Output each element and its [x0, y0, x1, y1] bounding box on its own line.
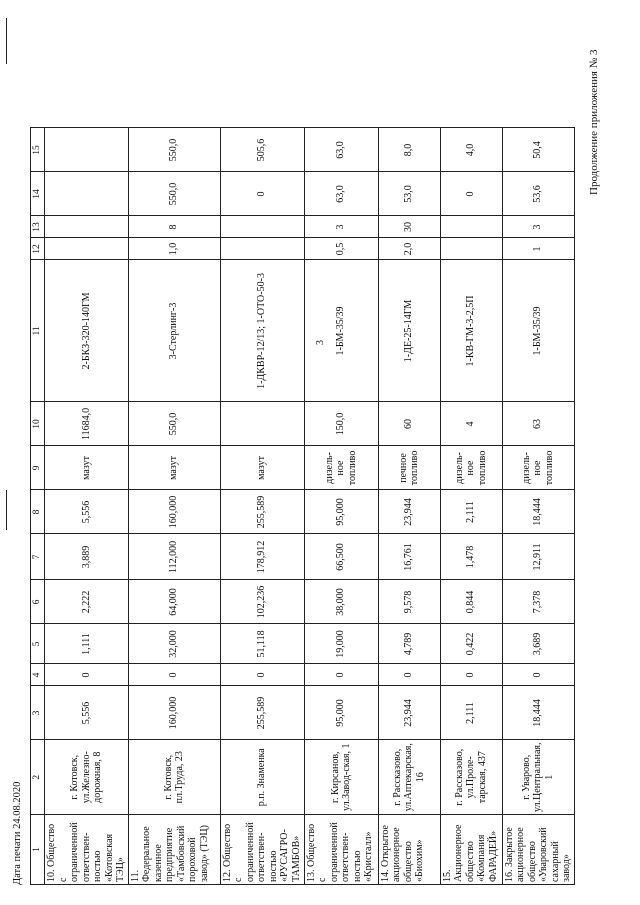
- table-cell: 550,0: [128, 128, 220, 172]
- table-cell: 8,0: [378, 128, 440, 172]
- table-cell: 2,0: [378, 238, 440, 260]
- column-number: 11: [31, 260, 45, 402]
- page-number: 3: [315, 340, 326, 345]
- column-number-row: [31, 128, 45, 885]
- table-row: [440, 128, 502, 885]
- print-date: Дата печати 24.08.2020: [12, 781, 23, 885]
- column-number: 1: [31, 815, 45, 885]
- table-cell: 2,111: [440, 686, 502, 740]
- table-cell: мазут: [45, 446, 129, 490]
- table-cell: [45, 216, 129, 238]
- table-cell: 0: [128, 664, 220, 686]
- table-row: [45, 128, 129, 885]
- table-cell: 12,911: [502, 534, 574, 580]
- table-cell: 66,500: [304, 534, 378, 580]
- table-cell: 53,6: [502, 172, 574, 216]
- organization-cell: 16. Закрытое акционерное общество «Уваровский сахарный завод»: [502, 815, 574, 885]
- table-cell: 2,222: [45, 580, 129, 624]
- table-cell: 19,000: [304, 624, 378, 664]
- table-cell: 2,111: [440, 490, 502, 534]
- table-cell: 3: [304, 216, 378, 238]
- organization-cell: 12. Общество с ограниченной ответствен-ностью «РУСАГРО-ТАМБОВ»: [220, 815, 304, 885]
- organization-cell: 13. Общество с ограниченной ответствен-ностью «Кристалл»: [304, 815, 378, 885]
- column-number: 12: [31, 238, 45, 260]
- address-cell: г. Рассказово, ул.Аптекарская, 16: [378, 740, 440, 815]
- table-cell: 0: [220, 664, 304, 686]
- table-cell: 63: [502, 402, 574, 446]
- table-cell: 255,589: [220, 686, 304, 740]
- table-cell: 1,111: [45, 624, 129, 664]
- table-cell: 150,0: [304, 402, 378, 446]
- column-number: 6: [31, 580, 45, 624]
- table-row: [128, 128, 220, 885]
- table-cell: 160,000: [128, 686, 220, 740]
- table-cell: 8: [128, 216, 220, 238]
- table-row: [378, 128, 440, 885]
- table-cell: 160,000: [128, 490, 220, 534]
- address-cell: г. Кирсанов, ул.Завод-ская, 1: [304, 740, 378, 815]
- address-cell: г. Котовск, пл.Труда, 23: [128, 740, 220, 815]
- table-cell: 32,000: [128, 624, 220, 664]
- organization-cell: 10. Общество с ограниченной ответствен-ностью «Котовская ТЭЦ»: [45, 815, 129, 885]
- table-cell: 0: [45, 664, 129, 686]
- table-cell: 178,912: [220, 534, 304, 580]
- table-cell: 4,0: [440, 128, 502, 172]
- table-cell: 0,5: [304, 238, 378, 260]
- table-cell: 1-БМ-35/39: [502, 260, 574, 402]
- column-number: 15: [31, 128, 45, 172]
- table-cell: мазут: [220, 446, 304, 490]
- organization-cell: 11. Федеральное казенное предприятие «Тамбовский пороховой завод» (ТЭЦ): [128, 815, 220, 885]
- table-cell: 0: [440, 664, 502, 686]
- table-cell: 11684,0: [45, 402, 129, 446]
- table-cell: 1,478: [440, 534, 502, 580]
- table-cell: [45, 128, 129, 172]
- table-cell: 53,0: [378, 172, 440, 216]
- table-cell: [440, 216, 502, 238]
- table-cell: 550,0: [128, 402, 220, 446]
- table-cell: 9,578: [378, 580, 440, 624]
- table-cell: 63,0: [304, 172, 378, 216]
- table-cell: 18,444: [502, 686, 574, 740]
- table-cell: 0,844: [440, 580, 502, 624]
- table-cell: 3-Стерлинг-3: [128, 260, 220, 402]
- column-number: 13: [31, 216, 45, 238]
- address-cell: г. Котовск, ул.Железно-дорожная, 8: [45, 740, 129, 815]
- table-cell: 30: [378, 216, 440, 238]
- column-number: 9: [31, 446, 45, 490]
- table-cell: 1-ДЕ-25-14ГМ: [378, 260, 440, 402]
- table-cell: [220, 216, 304, 238]
- address-cell: г. Рассказово, ул.Проле-тарская, 437: [440, 740, 502, 815]
- column-number: 2: [31, 740, 45, 815]
- table-cell: 0: [502, 664, 574, 686]
- table-cell: 7,378: [502, 580, 574, 624]
- table-cell: 16,761: [378, 534, 440, 580]
- table-cell: 2-БКЗ-320-140ГМ: [45, 260, 129, 402]
- table-cell: 1,0: [128, 238, 220, 260]
- table-cell: 5,556: [45, 686, 129, 740]
- table-cell: 3: [502, 216, 574, 238]
- column-number: 4: [31, 664, 45, 686]
- table-cell: 550,0: [128, 172, 220, 216]
- table-cell: 0: [378, 664, 440, 686]
- table-cell: 23,944: [378, 686, 440, 740]
- table-cell: дизель-ное топливо: [502, 446, 574, 490]
- address-cell: г. Уварово, ул.Центральная, 1: [502, 740, 574, 815]
- table-cell: [220, 238, 304, 260]
- table-cell: 3,689: [502, 624, 574, 664]
- table-cell: 63,0: [304, 128, 378, 172]
- table-cell: [45, 238, 129, 260]
- table-cell: дизель-ное топливо: [440, 446, 502, 490]
- table-cell: 0: [440, 172, 502, 216]
- table-cell: [440, 238, 502, 260]
- table-cell: 50,4: [502, 128, 574, 172]
- appendix-table: [30, 127, 575, 885]
- column-number: 8: [31, 490, 45, 534]
- table-cell: 64,000: [128, 580, 220, 624]
- table-cell: 18,444: [502, 490, 574, 534]
- organization-cell: 15. Акционерное общество «Компания ФАРАДЕЙ»: [440, 815, 502, 885]
- table-cell: 112,000: [128, 534, 220, 580]
- column-number: 10: [31, 402, 45, 446]
- table-cell: 0: [220, 172, 304, 216]
- table-cell: 51,118: [220, 624, 304, 664]
- table-cell: 1-КВ-ГМ-3-2,5П: [440, 260, 502, 402]
- table-cell: 5,556: [45, 490, 129, 534]
- continuation-heading: Продолжение приложения № 3: [588, 49, 600, 195]
- table-cell: дизель-ное топливо: [304, 446, 378, 490]
- table-cell: 1: [502, 238, 574, 260]
- table-cell: 38,000: [304, 580, 378, 624]
- organization-cell: 14. Открытое акционерное общество «Биохим»: [378, 815, 440, 885]
- address-cell: р.п. Знаменка: [220, 740, 304, 815]
- column-number: 5: [31, 624, 45, 664]
- table-cell: [45, 172, 129, 216]
- table-cell: 4,789: [378, 624, 440, 664]
- table-cell: 4: [440, 402, 502, 446]
- table-cell: 102,236: [220, 580, 304, 624]
- table-cell: 255,589: [220, 490, 304, 534]
- table-row: [220, 128, 304, 885]
- table-cell: [220, 402, 304, 446]
- column-number: 3: [31, 686, 45, 740]
- table-cell: 1-ДКВР-12/13; 1-ОТО-50-3: [220, 260, 304, 402]
- table-row: [502, 128, 574, 885]
- table-cell: 1-БМ-35/39: [304, 260, 378, 402]
- table-cell: 0: [304, 664, 378, 686]
- table-row: [304, 128, 378, 885]
- table-cell: 60: [378, 402, 440, 446]
- table-cell: 95,000: [304, 686, 378, 740]
- table-cell: 0,422: [440, 624, 502, 664]
- column-number: 14: [31, 172, 45, 216]
- table-cell: печное топливо: [378, 446, 440, 490]
- table-cell: 505,6: [220, 128, 304, 172]
- table-cell: мазут: [128, 446, 220, 490]
- column-number: 7: [31, 534, 45, 580]
- table-cell: 3,889: [45, 534, 129, 580]
- table-cell: 95,000: [304, 490, 378, 534]
- table-cell: 23,944: [378, 490, 440, 534]
